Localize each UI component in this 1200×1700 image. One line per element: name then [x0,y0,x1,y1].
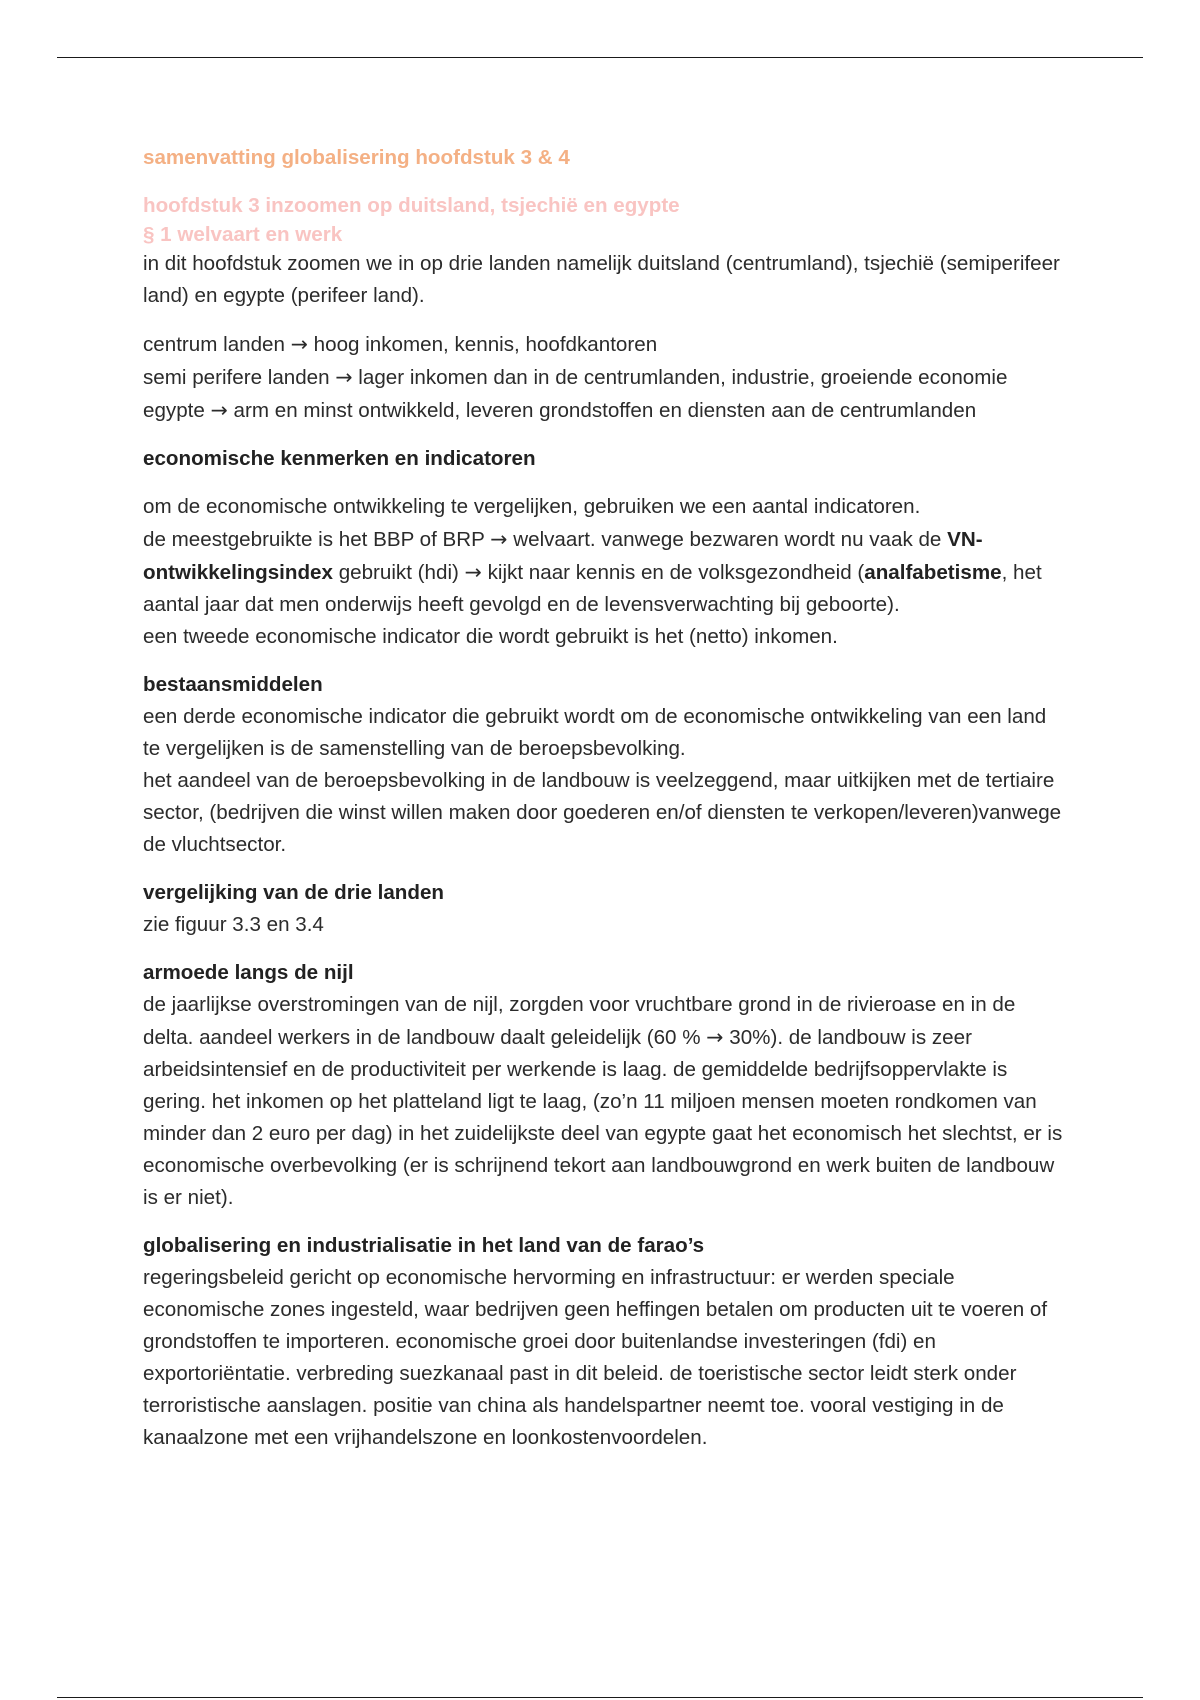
arrow-icon: → [290,332,308,356]
heading-indicatoren: economische kenmerken en indicatoren [143,447,536,470]
paragraph-globalisering: regeringsbeleid gericht op economische hervorming en infrastructuur: er werden speciale economische zones ingesteld, waar bedrijven geen heffingen betalen om producten uit te voeren of grondstoffen te importeren. economische groei door buitenlandse investeringen (fdi) en exportoriëntatie. verbreding suezkanaal past in dit beleid. de toeristische sector leidt sterk onder terroristische aanslagen. positie van china als handelspartner neemt toe. vooral vestiging in de kanaalzone met een vrijhandelszone en loonkostenvoordelen. [143,1266,1048,1449]
heading-vergelijking: vergelijking van de drie landen [143,881,444,904]
arrow-icon: → [464,560,482,584]
list-item-semi-perifeer: semi perifere landen → lager inkomen dan in de centrumlanden, industrie, groeiende economie [143,365,1008,389]
paragraph-indicatoren-3: een tweede economische indicator die wordt gebruikt is het (netto) inkomen. [143,625,838,648]
bottom-rule [57,1697,1143,1698]
arrow-icon: → [335,365,353,389]
intro-paragraph: in dit hoofdstuk zoomen we in op drie landen namelijk duitsland (centrumland), tsjechië (semiperifeer land) en egypte (perifeer land). [143,252,1060,307]
document-body [143,142,1063,1454]
heading-bestaansmiddelen: bestaansmiddelen [143,673,323,696]
paragraph-armoede: de jaarlijkse overstromingen van de nijl, zorgden voor vruchtbare grond in de rivieroase en in de delta. aandeel werkers in de landbouw daalt geleidelijk (60 % → 30%). de landbouw is zeer arbeidsintensief en de productiviteit per werkende is laag. de gemiddelde bedrijfsoppervlakte is gering. het inkomen op het platteland ligt te laag, (zo’n 11 miljoen mensen moeten rondkomen van minder dan 2 euro per dag) in het zuidelijkste deel van egypte gaat het economisch het slechtst, er is economische overbevolking (er is schrijnend tekort aan landbouwgrond en werk buiten de landbouw is er niet). [143,993,1063,1209]
section-heading: § 1 welvaart en werk [143,223,343,246]
paragraph-indicatoren-1: om de economische ontwikkeling te vergelijken, gebruiken we een aantal indicatoren. [143,495,921,518]
list-item-egypte: egypte → arm en minst ontwikkeld, leveren grondstoffen en diensten aan de centrumlanden [143,398,977,422]
paragraph-indicatoren-2: de meestgebruikte is het BBP of BRP → welvaart. vanwege bezwaren wordt nu vaak de VN-ontwikkelingsindex gebruikt (hdi) → kijkt naar kennis en de volksgezondheid (analfabetisme, het aantal jaar dat men onderwijs heeft gevolgd en de levensverwachting bij geboorte). [143,527,1042,616]
arrow-icon: → [490,527,508,551]
list-item-centrum: centrum landen → hoog inkomen, kennis, hoofdkantoren [143,332,658,356]
heading-globalisering: globalisering en industrialisatie in het land van de farao’s [143,1234,705,1257]
arrow-icon: → [706,1025,724,1049]
arrow-icon: → [210,398,228,422]
paragraph-vergelijking: zie figuur 3.3 en 3.4 [143,913,324,936]
top-rule [57,57,1143,58]
heading-armoede: armoede langs de nijl [143,961,354,984]
paragraph-bestaansmiddelen-1: een derde economische indicator die gebruikt wordt om de economische ontwikkeling van een land te vergelijken is de samenstelling van de beroepsbevolking. [143,705,1047,760]
document-title: samenvatting globalisering hoofdstuk 3 & 4 [143,146,570,169]
chapter-heading: hoofdstuk 3 inzoomen op duitsland, tsjechië en egypte [143,194,680,217]
paragraph-bestaansmiddelen-2: het aandeel van de beroepsbevolking in de landbouw is veelzeggend, maar uitkijken met de tertiaire sector, (bedrijven die winst willen maken door goederen en/of diensten te verkopen/leveren)vanwege de vluchtsector. [143,769,1062,856]
